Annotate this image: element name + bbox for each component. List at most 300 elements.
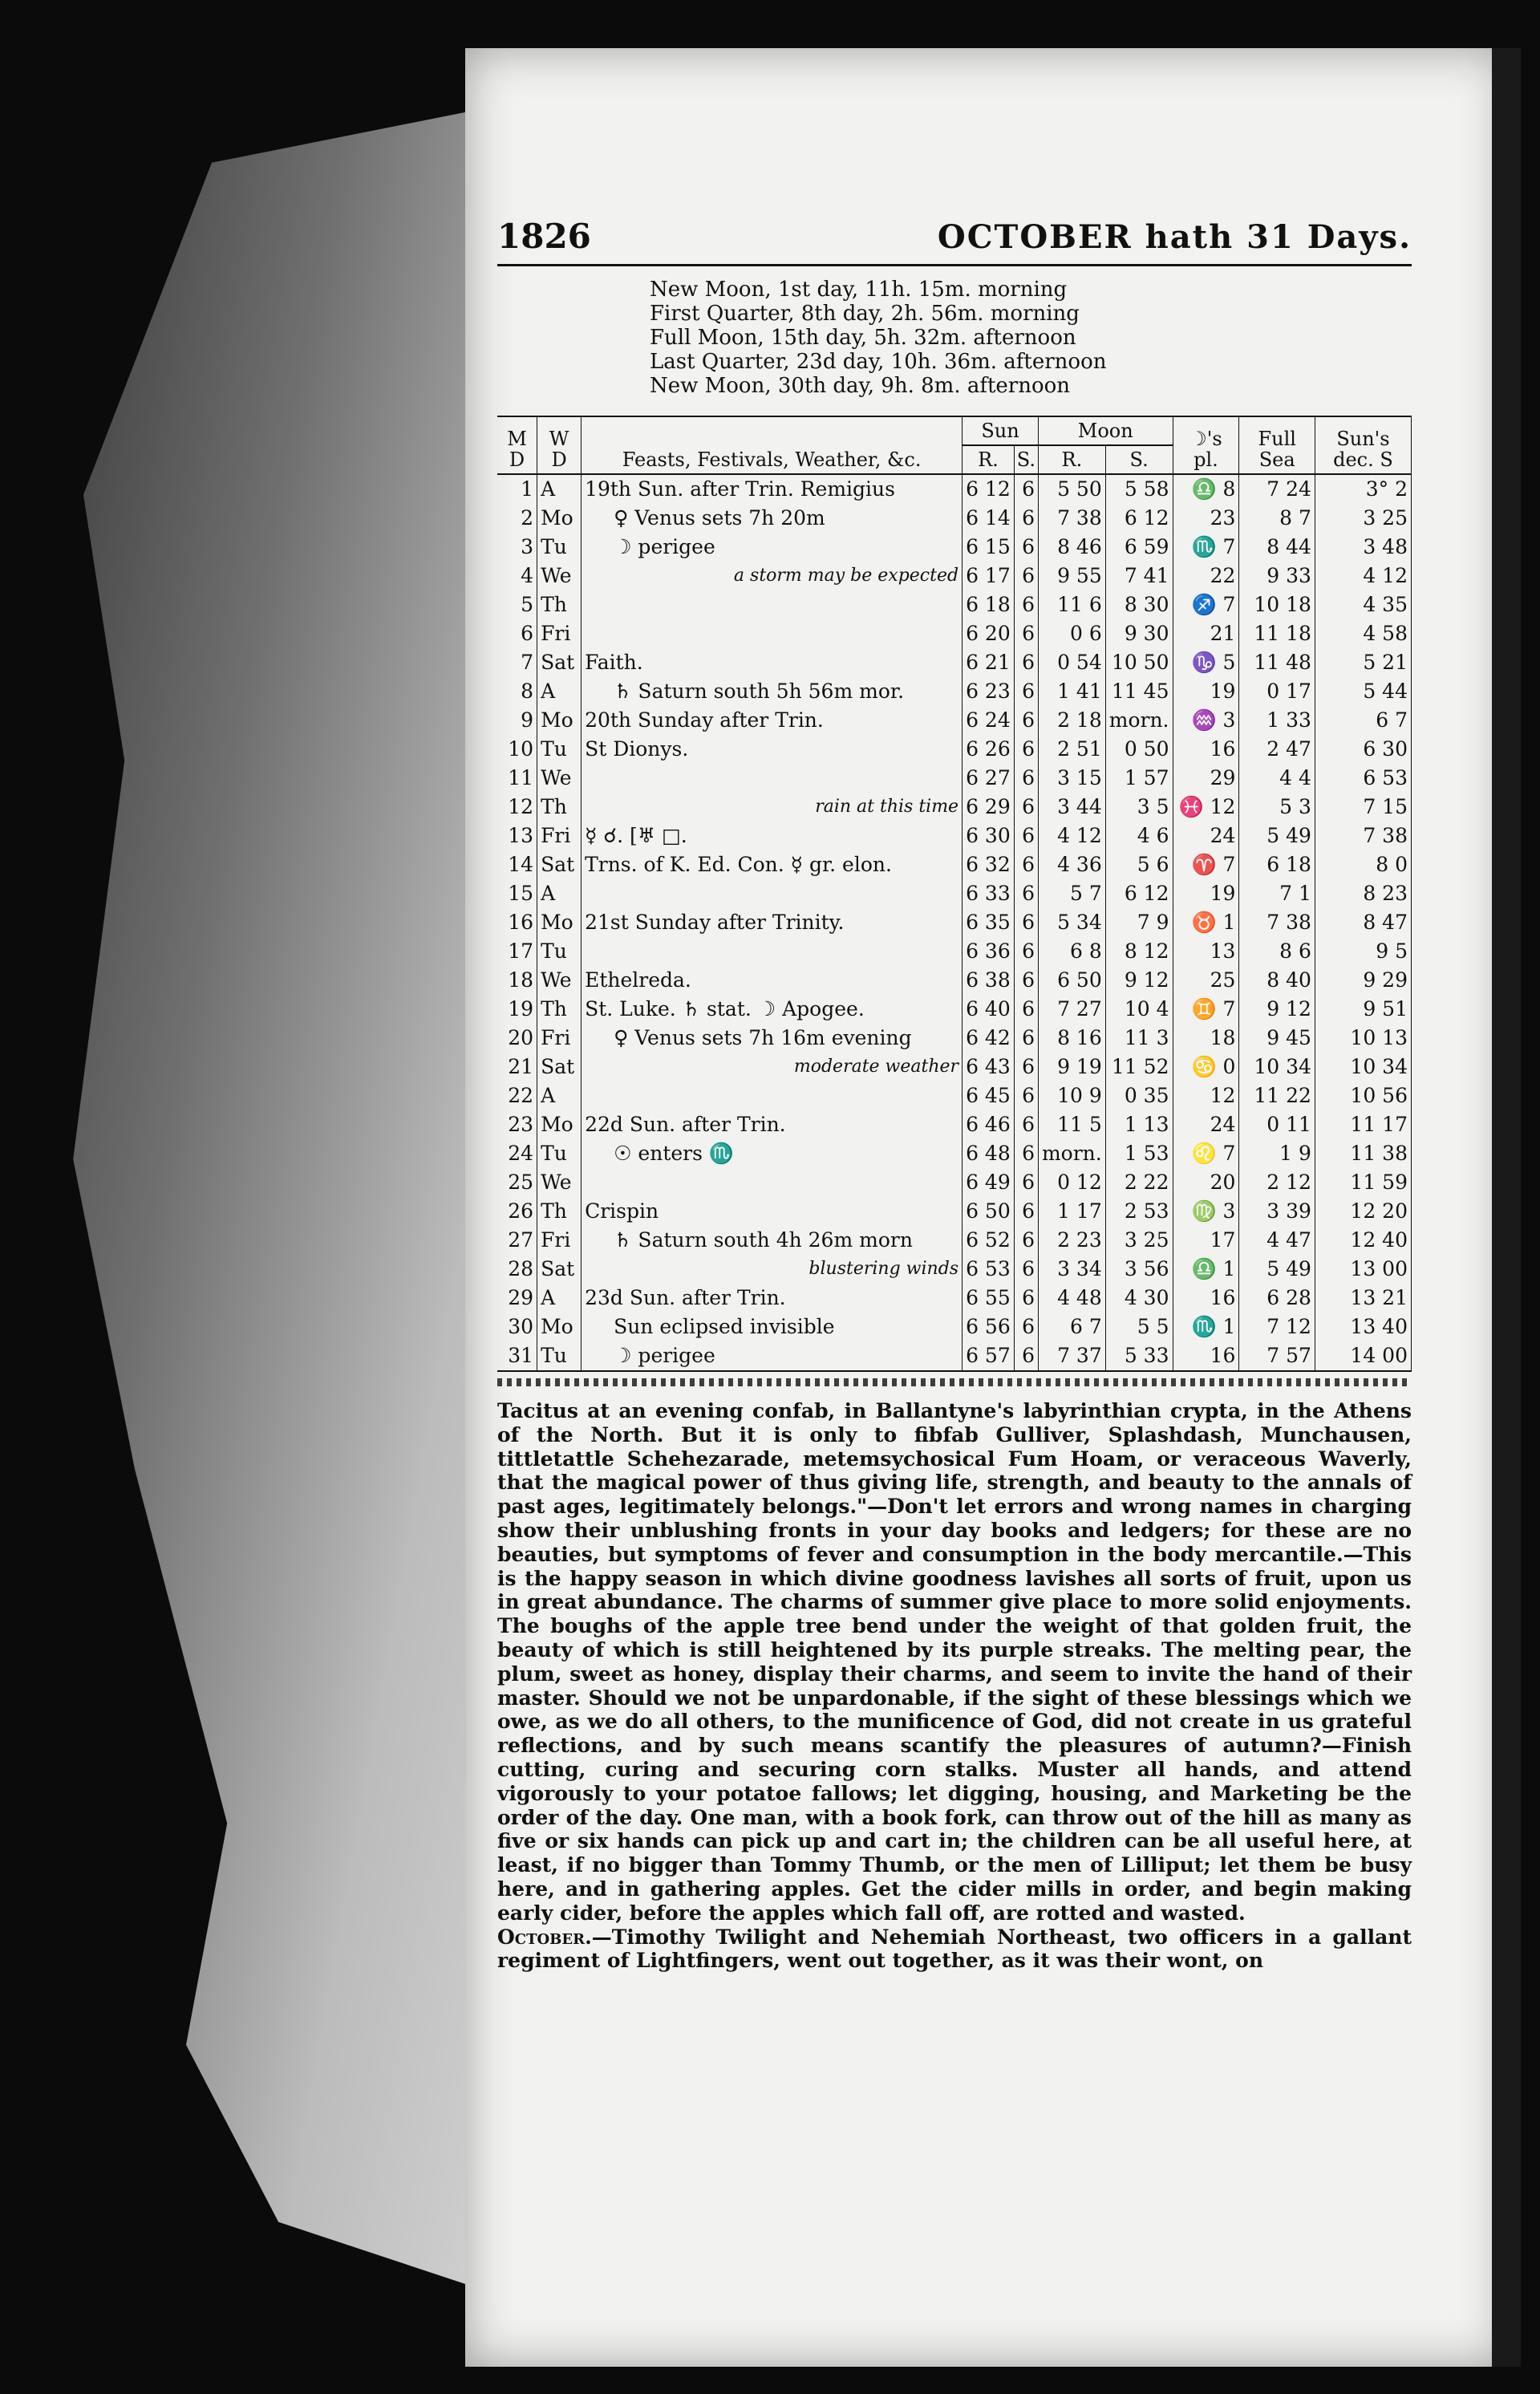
cell-feast: rain at this time bbox=[582, 793, 962, 822]
cell-moon-rise: 0 54 bbox=[1038, 648, 1105, 677]
moon-phases bbox=[650, 278, 1412, 398]
cell-sun-rise: 6 33 bbox=[962, 879, 1015, 908]
cell-sun-set: 6 bbox=[1014, 619, 1038, 648]
cell-feast: ♀ Venus sets 7h 16m evening bbox=[582, 1024, 962, 1053]
cell-month-day: 6 bbox=[497, 619, 537, 648]
cell-sun-declination: 9 51 bbox=[1315, 995, 1411, 1024]
cell-week-day: A bbox=[537, 1081, 582, 1110]
cell-sun-rise: 6 21 bbox=[962, 648, 1015, 677]
cell-month-day: 30 bbox=[497, 1313, 537, 1341]
cell-moon-set: morn. bbox=[1105, 706, 1173, 735]
cell-sun-rise: 6 26 bbox=[962, 735, 1015, 764]
cell-moon-set: 8 12 bbox=[1105, 937, 1173, 966]
table-row bbox=[497, 1255, 1412, 1284]
cell-moon-place: 24 bbox=[1173, 1110, 1239, 1139]
cell-month-day: 27 bbox=[497, 1226, 537, 1255]
cell-moon-set: 6 12 bbox=[1105, 879, 1173, 908]
cell-sun-rise: 6 38 bbox=[962, 966, 1015, 995]
cell-full-sea: 11 48 bbox=[1239, 648, 1315, 677]
cell-moon-place: ♏ 1 bbox=[1173, 1313, 1239, 1341]
cell-moon-rise: 6 50 bbox=[1038, 966, 1105, 995]
cell-sun-set: 6 bbox=[1014, 533, 1038, 562]
cell-full-sea: 11 18 bbox=[1239, 619, 1315, 648]
col-full-sea: Full Sea bbox=[1239, 416, 1315, 474]
cell-moon-set: 11 52 bbox=[1105, 1053, 1173, 1081]
cell-moon-place: 19 bbox=[1173, 677, 1239, 706]
cell-moon-place: 16 bbox=[1173, 735, 1239, 764]
table-row bbox=[497, 1168, 1412, 1197]
cell-week-day: We bbox=[537, 1168, 582, 1197]
cell-week-day: Tu bbox=[537, 1139, 582, 1168]
cell-sun-declination: 4 12 bbox=[1315, 562, 1411, 590]
page-header bbox=[497, 217, 1412, 266]
cell-moon-rise: 6 7 bbox=[1038, 1313, 1105, 1341]
cell-month-day: 2 bbox=[497, 504, 537, 533]
cell-sun-set: 6 bbox=[1014, 1284, 1038, 1313]
cell-month-day: 13 bbox=[497, 822, 537, 850]
cell-full-sea: 4 4 bbox=[1239, 764, 1315, 793]
cell-feast: blustering winds bbox=[582, 1255, 962, 1284]
col-week-day: W D bbox=[537, 416, 582, 474]
cell-moon-set: 2 22 bbox=[1105, 1168, 1173, 1197]
cell-full-sea: 8 40 bbox=[1239, 966, 1315, 995]
cell-full-sea: 5 49 bbox=[1239, 1255, 1315, 1284]
cell-full-sea: 9 33 bbox=[1239, 562, 1315, 590]
cell-sun-rise: 6 14 bbox=[962, 504, 1015, 533]
col-sun: Sun bbox=[962, 416, 1039, 445]
cell-month-day: 14 bbox=[497, 850, 537, 879]
page-content bbox=[497, 217, 1412, 1973]
cell-full-sea: 10 34 bbox=[1239, 1053, 1315, 1081]
cell-feast: Crispin bbox=[582, 1197, 962, 1226]
cell-sun-set: 6 bbox=[1014, 995, 1038, 1024]
cell-feast bbox=[582, 619, 962, 648]
cell-feast: Sun eclipsed invisible bbox=[582, 1313, 962, 1341]
cell-moon-place: ♉ 1 bbox=[1173, 908, 1239, 937]
table-row bbox=[497, 908, 1412, 937]
cell-sun-set: 6 bbox=[1014, 850, 1038, 879]
cell-moon-rise: 2 18 bbox=[1038, 706, 1105, 735]
cell-week-day: Mo bbox=[537, 706, 582, 735]
table-row bbox=[497, 590, 1412, 619]
cell-moon-place: 21 bbox=[1173, 619, 1239, 648]
cell-moon-rise: 10 9 bbox=[1038, 1081, 1105, 1110]
cell-moon-place: ♑ 5 bbox=[1173, 648, 1239, 677]
cell-sun-declination: 3° 2 bbox=[1315, 474, 1411, 504]
table-row bbox=[497, 504, 1412, 533]
cell-sun-declination: 6 30 bbox=[1315, 735, 1411, 764]
cell-month-day: 26 bbox=[497, 1197, 537, 1226]
cell-month-day: 12 bbox=[497, 793, 537, 822]
cell-full-sea: 2 12 bbox=[1239, 1168, 1315, 1197]
cell-moon-place: ♒ 3 bbox=[1173, 706, 1239, 735]
cell-full-sea: 7 12 bbox=[1239, 1313, 1315, 1341]
cell-week-day: Sat bbox=[537, 648, 582, 677]
cell-moon-set: 6 12 bbox=[1105, 504, 1173, 533]
cell-moon-set: 5 58 bbox=[1105, 474, 1173, 504]
cell-moon-set: 1 57 bbox=[1105, 764, 1173, 793]
cell-sun-rise: 6 30 bbox=[962, 822, 1015, 850]
cell-sun-rise: 6 57 bbox=[962, 1341, 1015, 1371]
cell-sun-set: 6 bbox=[1014, 764, 1038, 793]
cell-month-day: 8 bbox=[497, 677, 537, 706]
cell-full-sea: 6 18 bbox=[1239, 850, 1315, 879]
col-sun-declination: Sun's dec. S bbox=[1315, 416, 1411, 474]
cell-full-sea: 8 6 bbox=[1239, 937, 1315, 966]
cell-month-day: 16 bbox=[497, 908, 537, 937]
table-row bbox=[497, 1341, 1412, 1371]
cell-moon-place: ♏ 7 bbox=[1173, 533, 1239, 562]
cell-sun-set: 6 bbox=[1014, 1110, 1038, 1139]
cell-moon-place: 20 bbox=[1173, 1168, 1239, 1197]
cell-sun-rise: 6 29 bbox=[962, 793, 1015, 822]
table-row bbox=[497, 648, 1412, 677]
cell-moon-rise: 3 44 bbox=[1038, 793, 1105, 822]
cell-sun-set: 6 bbox=[1014, 677, 1038, 706]
cell-full-sea: 9 45 bbox=[1239, 1024, 1315, 1053]
cell-full-sea: 5 49 bbox=[1239, 822, 1315, 850]
cell-week-day: A bbox=[537, 879, 582, 908]
col-moon-place: ☽'s pl. bbox=[1173, 416, 1239, 474]
cell-sun-set: 6 bbox=[1014, 648, 1038, 677]
cell-week-day: We bbox=[537, 764, 582, 793]
col-feasts: Feasts, Festivals, Weather, &c. bbox=[582, 416, 962, 474]
cell-feast: ☉ enters ♏ bbox=[582, 1139, 962, 1168]
cell-moon-set: 0 35 bbox=[1105, 1081, 1173, 1110]
cell-sun-set: 6 bbox=[1014, 1139, 1038, 1168]
cell-week-day: Fri bbox=[537, 1024, 582, 1053]
cell-moon-rise: 5 7 bbox=[1038, 879, 1105, 908]
moon-phase-line: Full Moon, 15th day, 5h. 32m. afternoon bbox=[650, 326, 1076, 350]
cell-sun-declination: 3 25 bbox=[1315, 504, 1411, 533]
cell-moon-rise: 8 16 bbox=[1038, 1024, 1105, 1053]
cell-week-day: Tu bbox=[537, 937, 582, 966]
cell-month-day: 1 bbox=[497, 474, 537, 504]
cell-moon-rise: 4 48 bbox=[1038, 1284, 1105, 1313]
cell-sun-declination: 13 00 bbox=[1315, 1255, 1411, 1284]
cell-sun-rise: 6 48 bbox=[962, 1139, 1015, 1168]
cell-moon-set: 6 59 bbox=[1105, 533, 1173, 562]
cell-month-day: 3 bbox=[497, 533, 537, 562]
cell-moon-set: 10 4 bbox=[1105, 995, 1173, 1024]
cell-moon-set: 3 5 bbox=[1105, 793, 1173, 822]
cell-week-day: Mo bbox=[537, 504, 582, 533]
cell-week-day: Sat bbox=[537, 1053, 582, 1081]
cell-feast: St. Luke. ♄ stat. ☽ Apogee. bbox=[582, 995, 962, 1024]
cell-week-day: A bbox=[537, 474, 582, 504]
cell-full-sea: 1 33 bbox=[1239, 706, 1315, 735]
cell-sun-rise: 6 35 bbox=[962, 908, 1015, 937]
cell-sun-declination: 10 34 bbox=[1315, 1053, 1411, 1081]
cell-moon-place: ♎ 8 bbox=[1173, 474, 1239, 504]
cell-sun-rise: 6 42 bbox=[962, 1024, 1015, 1053]
cell-week-day: Th bbox=[537, 590, 582, 619]
cell-sun-rise: 6 53 bbox=[962, 1255, 1015, 1284]
moon-phase-line: New Moon, 30th day, 9h. 8m. afternoon bbox=[650, 374, 1071, 398]
year: 1826 bbox=[497, 217, 591, 256]
cell-moon-set: 3 25 bbox=[1105, 1226, 1173, 1255]
cell-moon-set: 7 9 bbox=[1105, 908, 1173, 937]
cell-feast bbox=[582, 937, 962, 966]
cell-month-day: 4 bbox=[497, 562, 537, 590]
col-sun-set: S. bbox=[1014, 445, 1038, 474]
cell-sun-set: 6 bbox=[1014, 474, 1038, 504]
cell-feast: Trns. of K. Ed. Con. ☿ gr. elon. bbox=[582, 850, 962, 879]
cell-moon-place: ♐ 7 bbox=[1173, 590, 1239, 619]
cell-month-day: 28 bbox=[497, 1255, 537, 1284]
cell-feast: ☽ perigee bbox=[582, 533, 962, 562]
cell-sun-set: 6 bbox=[1014, 793, 1038, 822]
cell-moon-set: 0 50 bbox=[1105, 735, 1173, 764]
cell-month-day: 29 bbox=[497, 1284, 537, 1313]
table-row bbox=[497, 879, 1412, 908]
cell-feast: a storm may be expected bbox=[582, 562, 962, 590]
cell-moon-place: 16 bbox=[1173, 1284, 1239, 1313]
cell-month-day: 23 bbox=[497, 1110, 537, 1139]
cell-month-day: 31 bbox=[497, 1341, 537, 1371]
cell-sun-declination: 9 5 bbox=[1315, 937, 1411, 966]
cell-full-sea: 0 17 bbox=[1239, 677, 1315, 706]
cell-month-day: 11 bbox=[497, 764, 537, 793]
moon-phase-line: New Moon, 1st day, 11h. 15m. morning bbox=[650, 278, 1068, 302]
cell-sun-set: 6 bbox=[1014, 1226, 1038, 1255]
cell-moon-rise: 2 23 bbox=[1038, 1226, 1105, 1255]
cell-moon-rise: 5 34 bbox=[1038, 908, 1105, 937]
cell-sun-rise: 6 46 bbox=[962, 1110, 1015, 1139]
table-row bbox=[497, 764, 1412, 793]
cell-month-day: 15 bbox=[497, 879, 537, 908]
cell-sun-set: 6 bbox=[1014, 1168, 1038, 1197]
cell-feast: 22d Sun. after Trin. bbox=[582, 1110, 962, 1139]
cell-moon-set: 9 12 bbox=[1105, 966, 1173, 995]
cell-sun-rise: 6 18 bbox=[962, 590, 1015, 619]
col-moon-set: S. bbox=[1105, 445, 1173, 474]
cell-full-sea: 7 57 bbox=[1239, 1341, 1315, 1371]
cell-sun-declination: 4 35 bbox=[1315, 590, 1411, 619]
cell-moon-place: 13 bbox=[1173, 937, 1239, 966]
cell-month-day: 7 bbox=[497, 648, 537, 677]
cell-sun-declination: 8 0 bbox=[1315, 850, 1411, 879]
table-row bbox=[497, 1110, 1412, 1139]
wavy-rule bbox=[497, 1378, 1412, 1386]
cell-sun-set: 6 bbox=[1014, 590, 1038, 619]
october-text: —Timothy Twilight and Nehemiah Northeast, two officers in a gallant regiment of Lightfingers, went out together, as it was their wont, on bbox=[497, 1925, 1412, 1973]
cell-sun-rise: 6 20 bbox=[962, 619, 1015, 648]
table-row bbox=[497, 735, 1412, 764]
cell-moon-rise: 4 36 bbox=[1038, 850, 1105, 879]
cell-sun-declination: 7 15 bbox=[1315, 793, 1411, 822]
body-paragraph: Tacitus at an evening confab, in Ballantyne's labyrinthian crypta, in the Athens of the North. But it is only to fibfab Gulliver, Splashdash, Munchausen, tittletattle Schehezarade, metemsychosical Fum Hoam, or veraceous Waverly, that the magical power of thus giving life, strength, and beauty to the annals of past ages, legitimately belongs."—Don't let errors and wrong names in charging show their unblushing fronts in your day books and ledgers; for these are no beauties, but symptoms of fever and consumption in the body mercantile.—This is the happy season in which divine goodness lavishes all sorts of fruit, upon us in great abundance. The charms of summer give place to more solid enjoyments. The boughs of the apple tree bend under the weight of that golden fruit, the beauty of which is still heightened by its purple streaks. The melting pear, the plum, sweet as honey, display their charms, and seem to invite the hand of their master. Should we not be unpardonable, if the sight of these blessings which we owe, as we do all others, to the munificence of God, did not create in us grateful reflections, and by such means scantify the pleasures of autumn?—Finish cutting, curing and securing corn stalks. Muster all hands, and attend vigorously to your potatoe fallows; let digging, housing, and Marketing be the order of the day. One man, with a book fork, can throw out of the hill as many as five or six hands can pick up and cart in; the children can be all useful here, at least, if no bigger than Tommy Thumb, or the men of Lilliput; let them be busy here, and in gathering apples. Get the cider mills in order, and begin making early cider, before the apples which fall off, are rotted and wasted. bbox=[497, 1399, 1412, 1925]
cell-sun-rise: 6 49 bbox=[962, 1168, 1015, 1197]
cell-sun-set: 6 bbox=[1014, 1197, 1038, 1226]
cell-feast: 19th Sun. after Trin. Remigius bbox=[582, 474, 962, 504]
cell-sun-rise: 6 27 bbox=[962, 764, 1015, 793]
cell-moon-place: 22 bbox=[1173, 562, 1239, 590]
cell-moon-set: 5 5 bbox=[1105, 1313, 1173, 1341]
cell-week-day: Th bbox=[537, 1197, 582, 1226]
cell-month-day: 9 bbox=[497, 706, 537, 735]
cell-sun-set: 6 bbox=[1014, 1024, 1038, 1053]
cell-week-day: Th bbox=[537, 995, 582, 1024]
cell-month-day: 18 bbox=[497, 966, 537, 995]
cell-sun-declination: 12 40 bbox=[1315, 1226, 1411, 1255]
cell-moon-rise: 11 6 bbox=[1038, 590, 1105, 619]
cell-sun-rise: 6 50 bbox=[962, 1197, 1015, 1226]
col-month-day: M D bbox=[497, 416, 537, 474]
cell-week-day: A bbox=[537, 1284, 582, 1313]
cell-week-day: We bbox=[537, 966, 582, 995]
cell-sun-rise: 6 43 bbox=[962, 1053, 1015, 1081]
page-gutter bbox=[1492, 48, 1521, 2367]
cell-sun-set: 6 bbox=[1014, 504, 1038, 533]
cell-moon-set: 11 3 bbox=[1105, 1024, 1173, 1053]
cell-sun-declination: 10 13 bbox=[1315, 1024, 1411, 1053]
cell-feast: ♀ Venus sets 7h 20m bbox=[582, 504, 962, 533]
cell-month-day: 25 bbox=[497, 1168, 537, 1197]
table-row bbox=[497, 1139, 1412, 1168]
cell-full-sea: 1 9 bbox=[1239, 1139, 1315, 1168]
cell-month-day: 5 bbox=[497, 590, 537, 619]
cell-sun-set: 6 bbox=[1014, 822, 1038, 850]
cell-moon-place: 29 bbox=[1173, 764, 1239, 793]
cell-week-day: A bbox=[537, 677, 582, 706]
cell-moon-rise: 7 27 bbox=[1038, 995, 1105, 1024]
cell-sun-declination: 11 59 bbox=[1315, 1168, 1411, 1197]
cell-moon-set: 5 6 bbox=[1105, 850, 1173, 879]
table-row bbox=[497, 966, 1412, 995]
cell-sun-set: 6 bbox=[1014, 879, 1038, 908]
cell-week-day: Th bbox=[537, 793, 582, 822]
cell-sun-declination: 8 23 bbox=[1315, 879, 1411, 908]
cell-full-sea: 7 1 bbox=[1239, 879, 1315, 908]
cell-sun-declination: 13 21 bbox=[1315, 1284, 1411, 1313]
cell-week-day: Tu bbox=[537, 1341, 582, 1371]
cell-feast: moderate weather bbox=[582, 1053, 962, 1081]
cell-feast: ☿ ☌. [♅ □. bbox=[582, 822, 962, 850]
cell-sun-set: 6 bbox=[1014, 1053, 1038, 1081]
cell-week-day: Mo bbox=[537, 1313, 582, 1341]
cell-feast bbox=[582, 1168, 962, 1197]
cell-feast: ♄ Saturn south 5h 56m mor. bbox=[582, 677, 962, 706]
cell-feast: 20th Sunday after Trin. bbox=[582, 706, 962, 735]
almanac-rows bbox=[497, 474, 1412, 1371]
october-lead: October. bbox=[497, 1925, 592, 1949]
table-row bbox=[497, 850, 1412, 879]
table-row bbox=[497, 1024, 1412, 1053]
cell-sun-set: 6 bbox=[1014, 937, 1038, 966]
cell-full-sea: 0 11 bbox=[1239, 1110, 1315, 1139]
table-row bbox=[497, 1197, 1412, 1226]
cell-sun-declination: 9 29 bbox=[1315, 966, 1411, 995]
cell-moon-rise: 3 15 bbox=[1038, 764, 1105, 793]
cell-full-sea: 7 38 bbox=[1239, 908, 1315, 937]
cell-feast: St Dionys. bbox=[582, 735, 962, 764]
cell-week-day: Sat bbox=[537, 850, 582, 879]
table-row bbox=[497, 793, 1412, 822]
cell-moon-place: 18 bbox=[1173, 1024, 1239, 1053]
table-row bbox=[497, 1284, 1412, 1313]
cell-sun-declination: 12 20 bbox=[1315, 1197, 1411, 1226]
cell-moon-place: 24 bbox=[1173, 822, 1239, 850]
cell-feast: ♄ Saturn south 4h 26m morn bbox=[582, 1226, 962, 1255]
cell-week-day: Fri bbox=[537, 822, 582, 850]
almanac-page bbox=[465, 48, 1508, 2367]
cell-sun-set: 6 bbox=[1014, 1081, 1038, 1110]
cell-moon-rise: 8 46 bbox=[1038, 533, 1105, 562]
table-row bbox=[497, 1053, 1412, 1081]
cell-moon-set: 10 50 bbox=[1105, 648, 1173, 677]
cell-month-day: 22 bbox=[497, 1081, 537, 1110]
body-paragraph-october bbox=[497, 1925, 1412, 1974]
table-row bbox=[497, 533, 1412, 562]
cell-full-sea: 8 44 bbox=[1239, 533, 1315, 562]
cell-sun-rise: 6 55 bbox=[962, 1284, 1015, 1313]
cell-moon-rise: 7 38 bbox=[1038, 504, 1105, 533]
cell-moon-place: 25 bbox=[1173, 966, 1239, 995]
table-row bbox=[497, 562, 1412, 590]
cell-moon-rise: 1 41 bbox=[1038, 677, 1105, 706]
cell-moon-rise: 0 12 bbox=[1038, 1168, 1105, 1197]
cell-moon-rise: 9 19 bbox=[1038, 1053, 1105, 1081]
cell-week-day: Mo bbox=[537, 908, 582, 937]
table-row bbox=[497, 619, 1412, 648]
cell-month-day: 19 bbox=[497, 995, 537, 1024]
cell-sun-declination: 7 38 bbox=[1315, 822, 1411, 850]
cell-full-sea: 7 24 bbox=[1239, 474, 1315, 504]
cell-moon-place: ♋ 0 bbox=[1173, 1053, 1239, 1081]
cell-week-day: Fri bbox=[537, 619, 582, 648]
cell-moon-set: 5 33 bbox=[1105, 1341, 1173, 1371]
cell-moon-rise: 7 37 bbox=[1038, 1341, 1105, 1371]
cell-sun-set: 6 bbox=[1014, 735, 1038, 764]
cell-moon-place: ♎ 1 bbox=[1173, 1255, 1239, 1284]
cell-feast: 21st Sunday after Trinity. bbox=[582, 908, 962, 937]
table-row bbox=[497, 1226, 1412, 1255]
cell-moon-set: 4 30 bbox=[1105, 1284, 1173, 1313]
table-row bbox=[497, 474, 1412, 504]
cell-full-sea: 11 22 bbox=[1239, 1081, 1315, 1110]
cell-moon-place: ♊ 7 bbox=[1173, 995, 1239, 1024]
table-row bbox=[497, 706, 1412, 735]
cell-moon-rise: 11 5 bbox=[1038, 1110, 1105, 1139]
cell-full-sea: 6 28 bbox=[1239, 1284, 1315, 1313]
cell-sun-declination: 14 00 bbox=[1315, 1341, 1411, 1371]
table-row bbox=[497, 822, 1412, 850]
month-title: OCTOBER hath 31 Days. bbox=[937, 218, 1412, 256]
cell-sun-rise: 6 52 bbox=[962, 1226, 1015, 1255]
cell-moon-rise: 9 55 bbox=[1038, 562, 1105, 590]
cell-moon-set: 8 30 bbox=[1105, 590, 1173, 619]
cell-full-sea: 9 12 bbox=[1239, 995, 1315, 1024]
body-text bbox=[497, 1399, 1412, 1973]
cell-moon-set: 1 13 bbox=[1105, 1110, 1173, 1139]
col-moon-rise: R. bbox=[1038, 445, 1105, 474]
cell-feast bbox=[582, 764, 962, 793]
cell-full-sea: 2 47 bbox=[1239, 735, 1315, 764]
cell-moon-rise: 4 12 bbox=[1038, 822, 1105, 850]
cell-sun-rise: 6 15 bbox=[962, 533, 1015, 562]
cell-sun-declination: 4 58 bbox=[1315, 619, 1411, 648]
cell-moon-place: ♓ 12 bbox=[1173, 793, 1239, 822]
cell-moon-set: 3 56 bbox=[1105, 1255, 1173, 1284]
cell-sun-rise: 6 56 bbox=[962, 1313, 1015, 1341]
cell-sun-declination: 6 53 bbox=[1315, 764, 1411, 793]
cell-sun-set: 6 bbox=[1014, 1255, 1038, 1284]
cell-moon-set: 4 6 bbox=[1105, 822, 1173, 850]
cell-sun-rise: 6 45 bbox=[962, 1081, 1015, 1110]
cell-full-sea: 8 7 bbox=[1239, 504, 1315, 533]
cell-sun-set: 6 bbox=[1014, 706, 1038, 735]
